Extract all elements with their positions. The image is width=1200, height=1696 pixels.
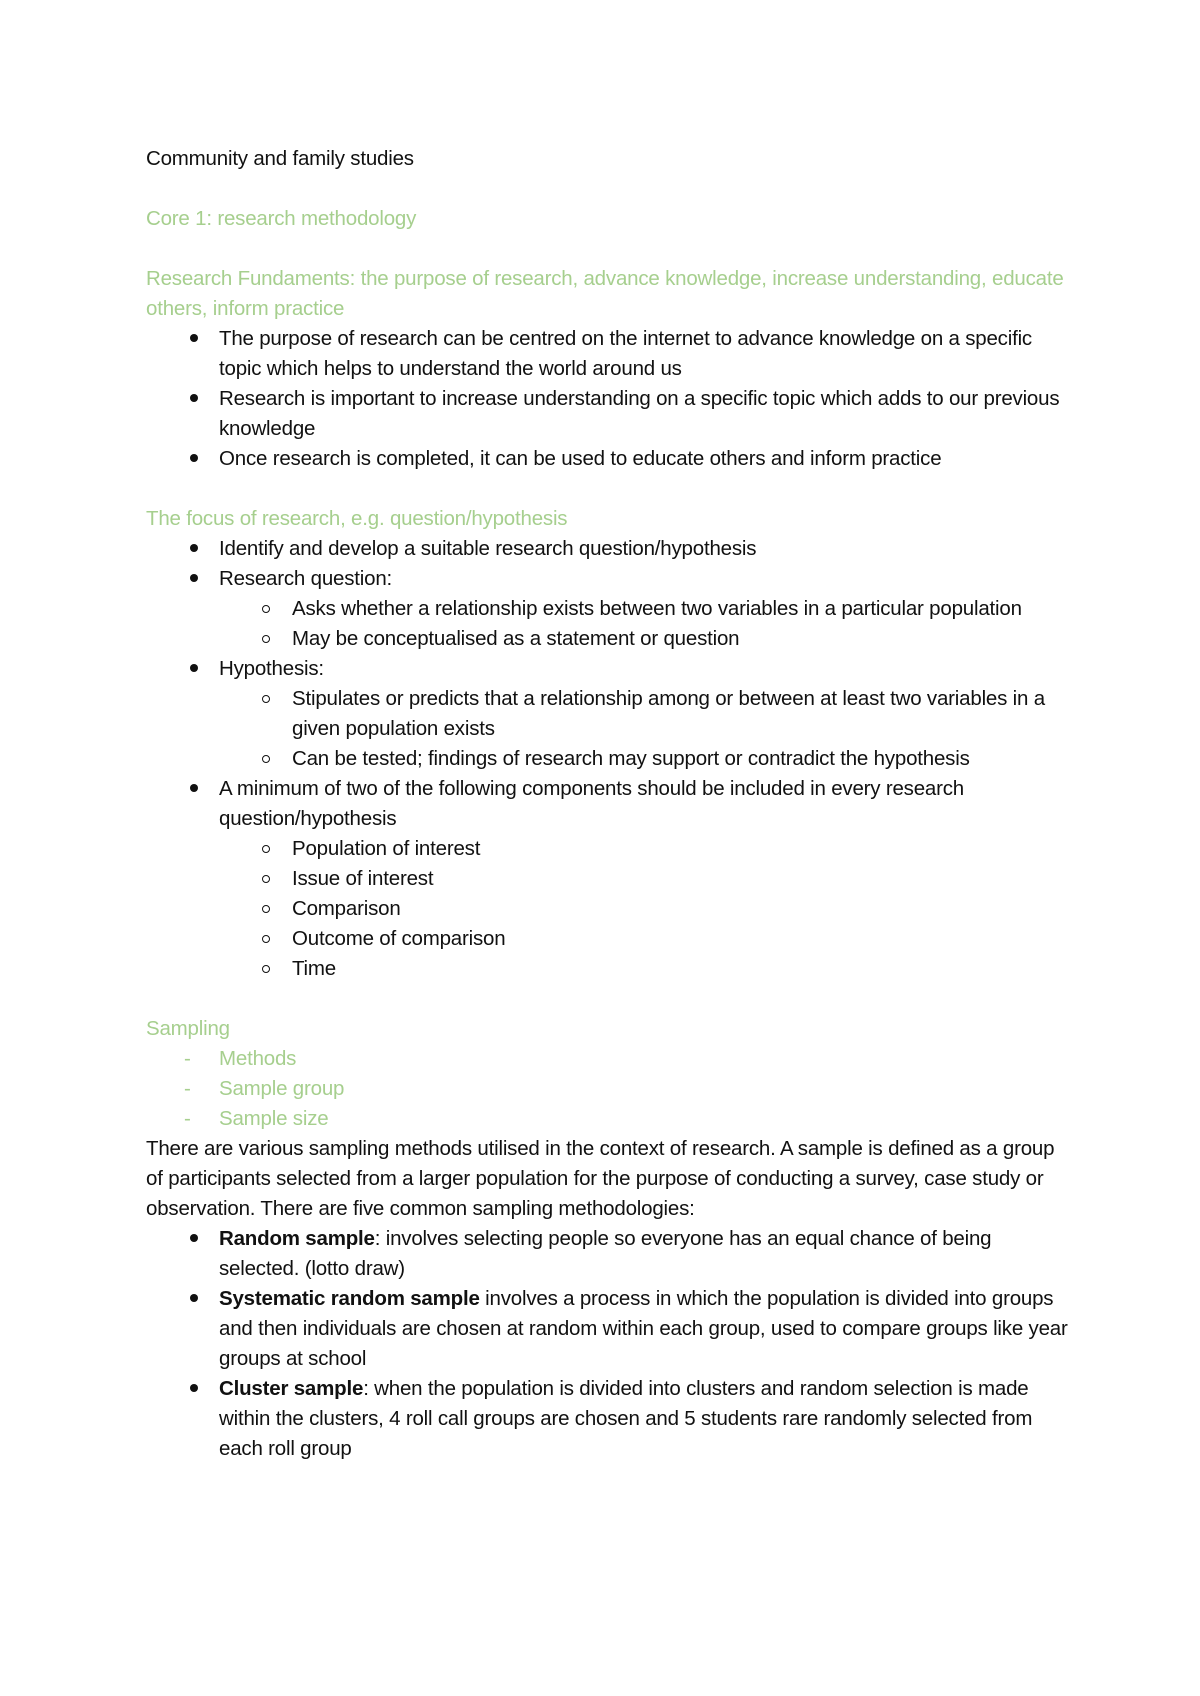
circle-bullet-icon — [256, 954, 276, 984]
bullet-icon — [184, 1224, 204, 1254]
spacer — [146, 474, 1076, 504]
focus-heading: The focus of research, e.g. question/hypothesis — [146, 507, 568, 530]
fundamentals-heading: Research Fundaments: the purpose of research, advance knowledge, increase understanding, educate others, inform practice — [146, 267, 1064, 320]
spacer — [146, 174, 1076, 204]
sampling-methods-list — [146, 1224, 1076, 1464]
sub-list-item: Issue of interest — [219, 864, 1076, 894]
circle-bullet-icon — [256, 684, 276, 714]
bullet-icon — [184, 654, 204, 684]
sub-list — [219, 834, 1076, 984]
list-item: Research is important to increase understanding on a specific topic which adds to our previous knowledge — [146, 384, 1076, 444]
sub-list-item: Stipulates or predicts that a relationship among or between at least two variables in a given population exists — [219, 684, 1076, 744]
fundamentals-list — [146, 324, 1076, 474]
core-heading: Core 1: research methodology — [146, 207, 417, 230]
dash-icon: - — [184, 1047, 191, 1070]
list-item: Identify and develop a suitable research question/hypothesis — [146, 534, 1076, 564]
list-item: Cluster sample: when the population is divided into clusters and random selection is made within the clusters, 4 roll call groups are chosen and 5 students rare randomly selected from each roll group — [146, 1374, 1076, 1464]
method-term: Cluster sample — [219, 1377, 364, 1400]
bullet-icon — [184, 774, 204, 804]
dash-icon: - — [184, 1077, 191, 1100]
bullet-icon — [184, 534, 204, 564]
bullet-icon — [184, 1374, 204, 1404]
dash-item: - Sample group — [146, 1074, 1076, 1104]
bullet-icon — [184, 444, 204, 474]
dash-item: - Methods — [146, 1044, 1076, 1074]
list-item: A minimum of two of the following components should be included in every research question/hypothesis Population of interest Issue of interest Comparison Outcome of comparison Time — [146, 774, 1076, 984]
circle-bullet-icon — [256, 594, 276, 624]
sub-list-item: Asks whether a relationship exists between two variables in a particular population — [219, 594, 1076, 624]
list-item: Research question: Asks whether a relationship exists between two variables in a particular population May be conceptualised as a statement or question — [146, 564, 1076, 654]
list-item: Once research is completed, it can be used to educate others and inform practice — [146, 444, 1076, 474]
method-term: Random sample — [219, 1227, 375, 1250]
sub-list-item: Can be tested; findings of research may support or contradict the hypothesis — [219, 744, 1076, 774]
sampling-heading: Sampling — [146, 1017, 230, 1040]
list-item: The purpose of research can be centred on the internet to advance knowledge on a specific topic which helps to understand the world around us — [146, 324, 1076, 384]
circle-bullet-icon — [256, 834, 276, 864]
bullet-icon — [184, 1284, 204, 1314]
circle-bullet-icon — [256, 864, 276, 894]
document-title: Community and family studies — [146, 147, 414, 170]
list-item: Random sample: involves selecting people so everyone has an equal chance of being selected. (lotto draw) — [146, 1224, 1076, 1284]
method-term: Systematic random sample — [219, 1287, 480, 1310]
bullet-icon — [184, 324, 204, 354]
sub-list-item: Population of interest — [219, 834, 1076, 864]
circle-bullet-icon — [256, 924, 276, 954]
bullet-icon — [184, 384, 204, 414]
dash-item: - Sample size — [146, 1104, 1076, 1134]
circle-bullet-icon — [256, 894, 276, 924]
sub-list — [219, 594, 1076, 654]
sampling-dash-list — [146, 1044, 1076, 1134]
focus-list — [146, 534, 1076, 984]
sub-list — [219, 684, 1076, 774]
sub-list-item: Comparison — [219, 894, 1076, 924]
spacer — [146, 234, 1076, 264]
dash-icon: - — [184, 1107, 191, 1130]
bullet-icon — [184, 564, 204, 594]
sub-list-item: Outcome of comparison — [219, 924, 1076, 954]
list-item: Systematic random sample involves a process in which the population is divided into groups and then individuals are chosen at random within each group, used to compare groups like year groups at school — [146, 1284, 1076, 1374]
circle-bullet-icon — [256, 744, 276, 774]
sub-list-item: Time — [219, 954, 1076, 984]
circle-bullet-icon — [256, 624, 276, 654]
list-item: Hypothesis: Stipulates or predicts that a relationship among or between at least two variables in a given population exists Can be tested; findings of research may support or contradict the hypothesis — [146, 654, 1076, 774]
document-page — [146, 144, 1076, 1464]
spacer — [146, 984, 1076, 1014]
sub-list-item: May be conceptualised as a statement or question — [219, 624, 1076, 654]
sampling-paragraph: There are various sampling methods utilised in the context of research. A sample is defined as a group of participants selected from a larger population for the purpose of conducting a survey, case study or observation. There are five common sampling methodologies: — [146, 1137, 1055, 1220]
